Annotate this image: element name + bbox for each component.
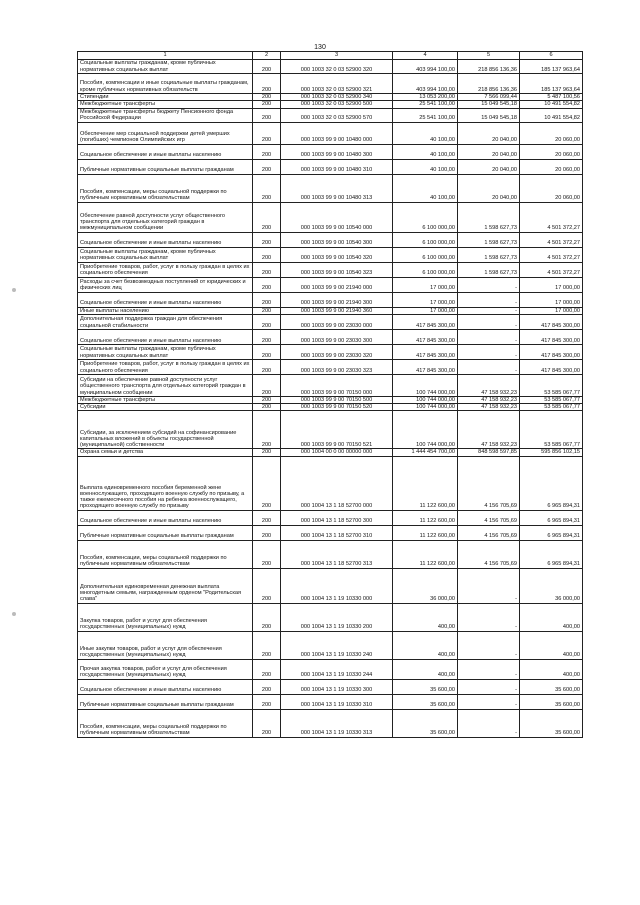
cell-kbk: 000 1003 99 9 00 10540 320 (281, 247, 393, 262)
cell-kbk: 000 1004 13 1 18 52700 310 (281, 525, 393, 540)
binder-hole (12, 288, 16, 292)
cell-v6: 53 585 067,77 (520, 396, 583, 403)
cell-name: Социальное обеспечение и иные выплаты населению (78, 144, 253, 159)
cell-name: Социальное обеспечение и иные выплаты населению (78, 510, 253, 525)
cell-v6: 10 491 554,82 (520, 108, 583, 122)
cell-name: Публичные нормативные социальные выплаты гражданам (78, 525, 253, 540)
cell-v4: 11 122 600,00 (393, 540, 458, 568)
cell-kbk: 000 1004 13 1 18 52700 000 (281, 456, 393, 510)
cell-kbk: 000 1003 32 0 03 52900 570 (281, 108, 393, 122)
table-row (78, 60, 583, 74)
cell-v4: 400,00 (393, 603, 458, 631)
cell-name: Социальные выплаты гражданам, кроме публичных нормативных социальных выплат (78, 60, 253, 74)
cell-code: 200 (253, 94, 281, 101)
table-row (78, 510, 583, 525)
cell-v4: 17 000,00 (393, 277, 458, 292)
cell-kbk: 000 1003 99 9 00 70150 500 (281, 396, 393, 403)
cell-v4: 100 744 000,00 (393, 411, 458, 449)
budget-table (77, 51, 583, 738)
cell-v5: - (458, 329, 520, 344)
table-row (78, 247, 583, 262)
table-row (78, 292, 583, 307)
cell-kbk: 000 1004 13 1 19 10330 244 (281, 659, 393, 679)
cell-v5: 20 040,00 (458, 144, 520, 159)
header-cell: 5 (458, 52, 520, 60)
cell-v4: 35 600,00 (393, 679, 458, 694)
cell-code: 200 (253, 374, 281, 396)
cell-v5: 4 156 705,69 (458, 525, 520, 540)
cell-name: Иные выплаты населению (78, 307, 253, 314)
cell-kbk: 000 1004 13 1 19 10330 300 (281, 679, 393, 694)
cell-code: 200 (253, 694, 281, 709)
cell-v4: 417 845 300,00 (393, 314, 458, 329)
cell-code: 200 (253, 404, 281, 411)
cell-code: 200 (253, 202, 281, 232)
cell-kbk: 000 1003 99 9 00 10540 323 (281, 262, 393, 277)
cell-code: 200 (253, 540, 281, 568)
table-row (78, 396, 583, 403)
cell-v6: 10 491 554,82 (520, 101, 583, 108)
cell-v4: 403 994 100,00 (393, 74, 458, 94)
cell-code: 200 (253, 292, 281, 307)
cell-kbk: 000 1004 13 1 19 10330 200 (281, 603, 393, 631)
cell-v5: - (458, 679, 520, 694)
cell-v6: 53 585 067,77 (520, 411, 583, 449)
cell-v5: 1 598 627,73 (458, 262, 520, 277)
cell-v4: 417 845 300,00 (393, 359, 458, 374)
cell-kbk: 000 1003 99 9 00 10480 313 (281, 174, 393, 202)
header-cell: 4 (393, 52, 458, 60)
cell-v6: 400,00 (520, 603, 583, 631)
cell-v5: 4 156 705,69 (458, 540, 520, 568)
cell-kbk: 000 1003 99 9 00 23030 320 (281, 344, 393, 359)
cell-v4: 6 100 000,00 (393, 262, 458, 277)
cell-v4: 40 100,00 (393, 122, 458, 144)
cell-v6: 20 060,00 (520, 144, 583, 159)
cell-code: 200 (253, 709, 281, 737)
table-row (78, 159, 583, 174)
cell-v6: 417 845 300,00 (520, 329, 583, 344)
cell-v6: 53 585 067,77 (520, 404, 583, 411)
header-cell: 3 (281, 52, 393, 60)
cell-code: 200 (253, 411, 281, 449)
cell-v6: 417 845 300,00 (520, 359, 583, 374)
cell-v6: 20 060,00 (520, 174, 583, 202)
cell-v4: 25 541 100,00 (393, 101, 458, 108)
cell-v6: 185 137 963,64 (520, 74, 583, 94)
cell-v6: 17 000,00 (520, 292, 583, 307)
cell-kbk: 000 1004 13 1 19 10330 240 (281, 631, 393, 659)
cell-v5: 15 049 545,18 (458, 101, 520, 108)
cell-v4: 40 100,00 (393, 144, 458, 159)
cell-v4: 11 122 600,00 (393, 525, 458, 540)
table-row (78, 374, 583, 396)
cell-code: 200 (253, 307, 281, 314)
cell-name: Обеспечение равной доступности услуг общественного транспорта для отдельных категорий граждан в межмуниципальном сообщении (78, 202, 253, 232)
cell-v5: - (458, 307, 520, 314)
cell-v4: 17 000,00 (393, 307, 458, 314)
cell-name: Дополнительная поддержка граждан для обеспечения социальной стабильности (78, 314, 253, 329)
cell-kbk: 000 1003 99 9 00 10540 300 (281, 232, 393, 247)
cell-name: Межбюджетные трансферты бюджету Пенсионного фонда Российской Федерации (78, 108, 253, 122)
cell-kbk: 000 1003 99 9 00 10480 310 (281, 159, 393, 174)
page-number: 130 (314, 44, 326, 51)
table-row (78, 174, 583, 202)
cell-code: 200 (253, 329, 281, 344)
cell-v4: 40 100,00 (393, 174, 458, 202)
cell-v5: - (458, 314, 520, 329)
table-row (78, 144, 583, 159)
cell-v5: 20 040,00 (458, 159, 520, 174)
cell-v5: - (458, 277, 520, 292)
cell-v6: 6 965 894,31 (520, 510, 583, 525)
table-row (78, 411, 583, 449)
cell-code: 200 (253, 314, 281, 329)
cell-kbk: 000 1003 99 9 00 10540 000 (281, 202, 393, 232)
cell-name: Закупка товаров, работ и услуг для обеспечения государственных (муниципальных) нужд (78, 603, 253, 631)
cell-code: 200 (253, 525, 281, 540)
cell-code: 200 (253, 679, 281, 694)
cell-name: Приобретение товаров, работ, услуг в пользу граждан в целях их социального обеспечения (78, 359, 253, 374)
cell-name: Социальное обеспечение и иные выплаты населению (78, 329, 253, 344)
cell-v5: 4 156 705,69 (458, 510, 520, 525)
cell-v5: - (458, 631, 520, 659)
table-row (78, 344, 583, 359)
cell-v4: 35 600,00 (393, 709, 458, 737)
cell-v6: 4 501 372,27 (520, 247, 583, 262)
cell-code: 200 (253, 101, 281, 108)
cell-v5: - (458, 709, 520, 737)
cell-code: 200 (253, 232, 281, 247)
table-row (78, 449, 583, 456)
table-row (78, 603, 583, 631)
cell-kbk: 000 1003 99 9 00 23030 300 (281, 329, 393, 344)
table-row (78, 314, 583, 329)
cell-code: 200 (253, 174, 281, 202)
cell-v6: 4 501 372,27 (520, 202, 583, 232)
cell-v5: 218 856 136,36 (458, 60, 520, 74)
cell-code: 200 (253, 359, 281, 374)
cell-v5: - (458, 359, 520, 374)
cell-v6: 17 000,00 (520, 307, 583, 314)
cell-code: 200 (253, 60, 281, 74)
cell-v5: 7 566 099,44 (458, 94, 520, 101)
cell-code: 200 (253, 159, 281, 174)
table-row (78, 202, 583, 232)
cell-name: Субсидии, за исключением субсидий на софинансирование капитальных вложений в объекты государственной (муниципальной) собственности (78, 411, 253, 449)
cell-code: 200 (253, 449, 281, 456)
cell-kbk: 000 1004 13 1 19 10330 310 (281, 694, 393, 709)
cell-v4: 35 600,00 (393, 694, 458, 709)
table-row (78, 404, 583, 411)
cell-kbk: 000 1003 99 9 00 70150 521 (281, 411, 393, 449)
binder-hole (12, 612, 16, 616)
cell-code: 200 (253, 144, 281, 159)
table-row (78, 101, 583, 108)
cell-v6: 400,00 (520, 659, 583, 679)
header-row (78, 52, 583, 60)
cell-code: 200 (253, 108, 281, 122)
cell-name: Обеспечение мер социальной поддержки детей умерших (погибших) чемпионов Олимпийских игр (78, 122, 253, 144)
cell-v4: 6 100 000,00 (393, 247, 458, 262)
cell-kbk: 000 1004 13 1 18 52700 313 (281, 540, 393, 568)
cell-v5: 4 156 705,69 (458, 456, 520, 510)
cell-code: 200 (253, 247, 281, 262)
cell-v5: 1 598 627,73 (458, 232, 520, 247)
cell-v6: 36 000,00 (520, 568, 583, 603)
cell-name: Социальное обеспечение и иные выплаты населению (78, 679, 253, 694)
cell-code: 200 (253, 456, 281, 510)
cell-v4: 417 845 300,00 (393, 344, 458, 359)
cell-kbk: 000 1003 99 9 00 23030 323 (281, 359, 393, 374)
table-row (78, 108, 583, 122)
cell-v5: - (458, 694, 520, 709)
cell-v5: 47 158 932,23 (458, 374, 520, 396)
cell-name: Пособия, компенсации, меры социальной поддержки по публичным нормативным обязательствам (78, 709, 253, 737)
cell-name: Межбюджетные трансферты (78, 101, 253, 108)
cell-v4: 11 122 600,00 (393, 510, 458, 525)
table-row (78, 525, 583, 540)
cell-name: Пособия, компенсации и иные социальные выплаты гражданам, кроме публичных нормативных обязательств (78, 74, 253, 94)
table-row (78, 359, 583, 374)
header-cell: 2 (253, 52, 281, 60)
cell-v4: 400,00 (393, 631, 458, 659)
cell-v6: 53 585 067,77 (520, 374, 583, 396)
cell-code: 200 (253, 344, 281, 359)
cell-name: Субсидии на обеспечение равной доступности услуг общественного транспорта для отдельных категорий граждан в муниципальном сообщении (78, 374, 253, 396)
cell-v4: 11 122 600,00 (393, 456, 458, 510)
cell-v4: 417 845 300,00 (393, 329, 458, 344)
cell-kbk: 000 1003 99 9 00 70150 000 (281, 374, 393, 396)
cell-kbk: 000 1003 32 0 03 52900 320 (281, 60, 393, 74)
cell-v5: 15 049 545,18 (458, 108, 520, 122)
cell-v5: 47 158 932,23 (458, 396, 520, 403)
cell-name: Выплата единовременного пособия беременной жене военнослужащего, проходящего военную службу по призыву, а также ежемесячного пособия на ребенка военнослужащего, проходящего военную службу по призыву (78, 456, 253, 510)
cell-kbk: 000 1004 13 1 19 10330 313 (281, 709, 393, 737)
cell-v6: 417 845 300,00 (520, 344, 583, 359)
cell-v4: 17 000,00 (393, 292, 458, 307)
cell-kbk: 000 1003 32 0 03 52900 500 (281, 101, 393, 108)
cell-v5: 1 598 627,73 (458, 247, 520, 262)
cell-name: Расходы за счет безвозмездных поступлений от юридических и физических лиц (78, 277, 253, 292)
cell-v5: 20 040,00 (458, 174, 520, 202)
table-row (78, 568, 583, 603)
cell-kbk: 000 1003 99 9 00 21940 300 (281, 292, 393, 307)
cell-v4: 36 000,00 (393, 568, 458, 603)
table-row (78, 74, 583, 94)
cell-v5: - (458, 568, 520, 603)
cell-v4: 1 444 454 700,00 (393, 449, 458, 456)
cell-name: Межбюджетные трансферты (78, 396, 253, 403)
cell-v6: 6 965 894,31 (520, 456, 583, 510)
cell-code: 200 (253, 262, 281, 277)
cell-v6: 5 487 100,56 (520, 94, 583, 101)
cell-v6: 20 060,00 (520, 122, 583, 144)
cell-v4: 6 100 000,00 (393, 202, 458, 232)
cell-v6: 6 965 894,31 (520, 540, 583, 568)
cell-v5: 848 598 597,85 (458, 449, 520, 456)
cell-code: 200 (253, 631, 281, 659)
cell-kbk: 000 1003 32 0 03 52900 321 (281, 74, 393, 94)
cell-v6: 185 137 963,64 (520, 60, 583, 74)
cell-kbk: 000 1003 99 9 00 21940 360 (281, 307, 393, 314)
cell-code: 200 (253, 396, 281, 403)
cell-v4: 100 744 000,00 (393, 396, 458, 403)
cell-code: 200 (253, 277, 281, 292)
cell-name: Социальное обеспечение и иные выплаты населению (78, 232, 253, 247)
table-row (78, 94, 583, 101)
cell-v6: 35 600,00 (520, 709, 583, 737)
cell-v4: 40 100,00 (393, 159, 458, 174)
cell-code: 200 (253, 122, 281, 144)
cell-name: Публичные нормативные социальные выплаты гражданам (78, 694, 253, 709)
table-row (78, 329, 583, 344)
header-cell: 6 (520, 52, 583, 60)
table-row (78, 631, 583, 659)
cell-kbk: 000 1003 99 9 00 21940 000 (281, 277, 393, 292)
cell-v5: 218 856 136,36 (458, 74, 520, 94)
cell-code: 200 (253, 510, 281, 525)
cell-v5: - (458, 292, 520, 307)
cell-name: Приобретение товаров, работ, услуг в пользу граждан в целях их социального обеспечения (78, 262, 253, 277)
cell-v4: 25 541 100,00 (393, 108, 458, 122)
cell-name: Публичные нормативные социальные выплаты гражданам (78, 159, 253, 174)
cell-kbk: 000 1003 99 9 00 10480 300 (281, 144, 393, 159)
cell-v6: 4 501 372,27 (520, 262, 583, 277)
cell-name: Социальное обеспечение и иные выплаты населению (78, 292, 253, 307)
cell-v6: 17 000,00 (520, 277, 583, 292)
table-row (78, 232, 583, 247)
cell-code: 200 (253, 568, 281, 603)
table-row (78, 709, 583, 737)
cell-v6: 4 501 372,27 (520, 232, 583, 247)
cell-v6: 417 845 300,00 (520, 314, 583, 329)
cell-name: Стипендии (78, 94, 253, 101)
cell-kbk: 000 1003 99 9 00 70150 520 (281, 404, 393, 411)
cell-v5: 47 158 932,23 (458, 404, 520, 411)
table-row (78, 307, 583, 314)
table-row (78, 122, 583, 144)
cell-v5: 1 598 627,73 (458, 202, 520, 232)
cell-name: Социальные выплаты гражданам, кроме публичных нормативных социальных выплат (78, 247, 253, 262)
cell-v6: 35 600,00 (520, 679, 583, 694)
cell-v6: 35 600,00 (520, 694, 583, 709)
cell-name: Иные закупки товаров, работ и услуг для обеспечения государственных (муниципальных) нужд (78, 631, 253, 659)
cell-code: 200 (253, 659, 281, 679)
cell-code: 200 (253, 74, 281, 94)
cell-kbk: 000 1004 00 0 00 00000 000 (281, 449, 393, 456)
cell-v5: - (458, 344, 520, 359)
table-row (78, 659, 583, 679)
cell-kbk: 000 1004 13 1 19 10330 000 (281, 568, 393, 603)
cell-v6: 6 965 894,31 (520, 525, 583, 540)
cell-v5: 20 040,00 (458, 122, 520, 144)
table-row (78, 262, 583, 277)
cell-code: 200 (253, 603, 281, 631)
cell-v6: 400,00 (520, 631, 583, 659)
cell-kbk: 000 1003 99 9 00 23030 000 (281, 314, 393, 329)
cell-name: Дополнительная единовременная денежная выплата многодетным семьям, награжденным орденом "Родительская слава" (78, 568, 253, 603)
table-row (78, 694, 583, 709)
header-cell: 1 (78, 52, 253, 60)
cell-name: Социальные выплаты гражданам, кроме публичных нормативных социальных выплат (78, 344, 253, 359)
cell-v4: 400,00 (393, 659, 458, 679)
cell-v5: 47 158 932,23 (458, 411, 520, 449)
table-row (78, 540, 583, 568)
cell-v6: 20 060,00 (520, 159, 583, 174)
cell-v4: 6 100 000,00 (393, 232, 458, 247)
cell-kbk: 000 1003 99 9 00 10480 000 (281, 122, 393, 144)
cell-v5: - (458, 659, 520, 679)
cell-kbk: 000 1003 32 0 03 52900 340 (281, 94, 393, 101)
cell-v4: 100 744 000,00 (393, 404, 458, 411)
cell-v4: 403 994 100,00 (393, 60, 458, 74)
cell-name: Субсидии (78, 404, 253, 411)
cell-v4: 13 053 200,00 (393, 94, 458, 101)
cell-name: Охрана семьи и детства (78, 449, 253, 456)
cell-v5: - (458, 603, 520, 631)
cell-name: Пособия, компенсации, меры социальной поддержки по публичным нормативным обязательствам (78, 174, 253, 202)
cell-v4: 100 744 000,00 (393, 374, 458, 396)
cell-name: Прочая закупка товаров, работ и услуг для обеспечения государственных (муниципальных) нужд (78, 659, 253, 679)
table-row (78, 679, 583, 694)
cell-name: Пособия, компенсации, меры социальной поддержки по публичным нормативным обязательствам (78, 540, 253, 568)
table-row (78, 277, 583, 292)
cell-kbk: 000 1004 13 1 18 52700 300 (281, 510, 393, 525)
cell-v6: 595 856 102,15 (520, 449, 583, 456)
table-row (78, 456, 583, 510)
